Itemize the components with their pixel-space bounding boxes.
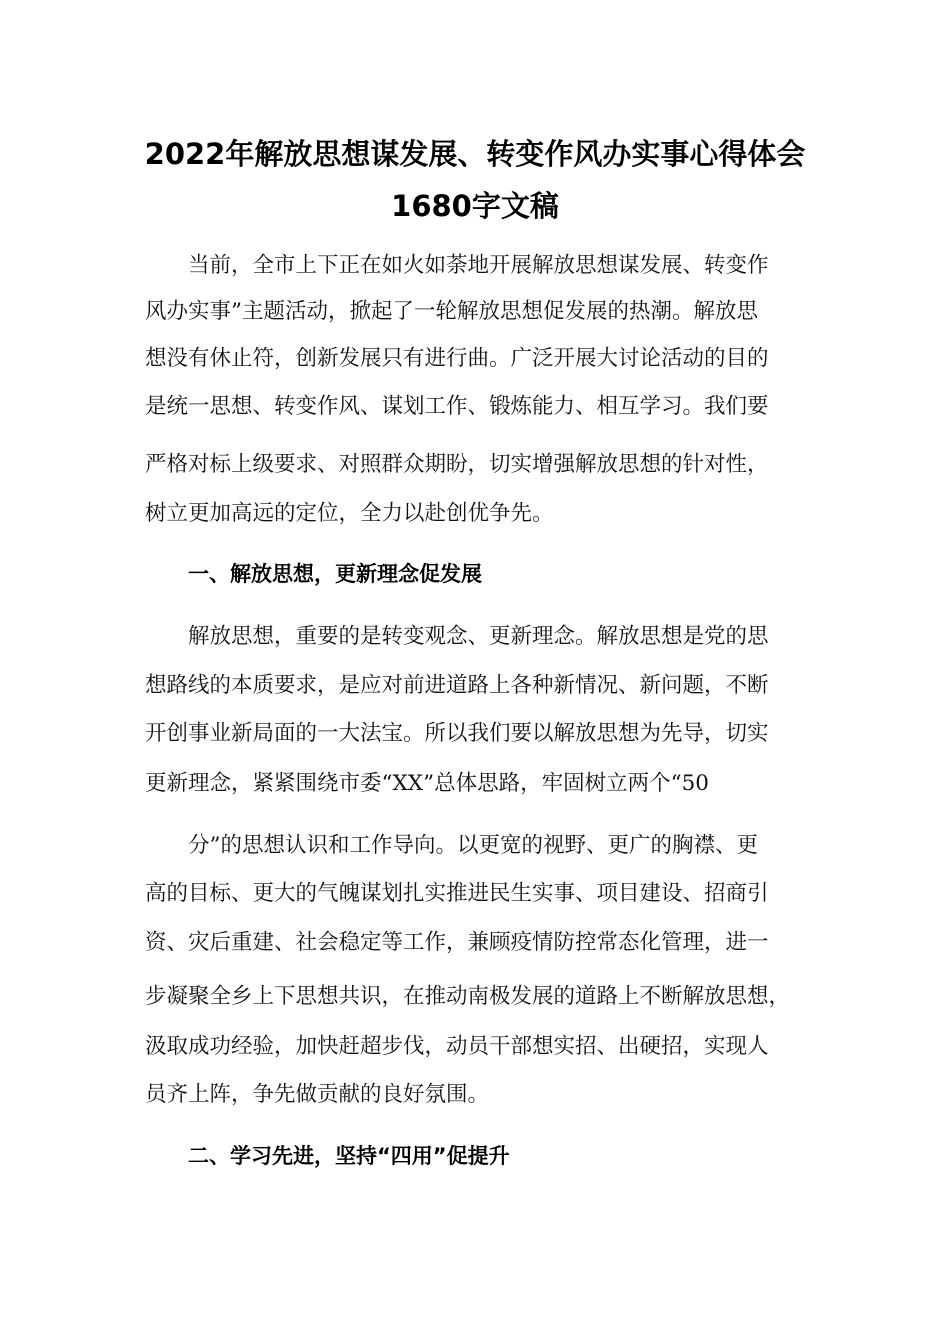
paragraph-1-line-3: 想没有休止符，创新发展只有进行曲。广泛开展大讨论活动的目的: [145, 346, 769, 371]
document-title-line-1: 2022年解放思想谋发展、转变作风办实事心得体会: [144, 137, 806, 171]
document-title-line-2: 1680字文稿: [391, 189, 559, 223]
paragraph-3-line-4: 步凝聚全乡上下思想共识，在推动南极发展的道路上不断解放思想，: [145, 984, 791, 1009]
section-heading-2: 二、学习先进，坚持“四用”促提升: [188, 1144, 510, 1168]
paragraph-2-line-2: 想路线的本质要求，是应对前进道路上各种新情况、新问题，不断: [145, 673, 769, 698]
paragraph-1-line-2: 风办实事”主题活动，掀起了一轮解放思想促发展的热潮。解放思: [145, 299, 758, 324]
paragraph-3-line-1: 分”的思想认识和工作导向。以更宽的视野、更广的胸襟、更: [188, 833, 758, 858]
paragraph-2-line-1: 解放思想，重要的是转变观念、更新理念。解放思想是党的思: [188, 624, 769, 649]
paragraph-3-line-3: 资、灾后重建、社会稳定等工作，兼顾疫情防控常态化管理，进一: [145, 930, 769, 955]
paragraph-1-line-4: 是统一思想、转变作风、谋划工作、锻炼能力、相互学习。我们要: [145, 394, 769, 419]
paragraph-2-line-3: 开创事业新局面的一大法宝。所以我们要以解放思想为先导，切实: [145, 721, 769, 746]
paragraph-3-line-5: 汲取成功经验，加快赶超步伐，动员干部想实招、出硬招，实现人: [145, 1034, 769, 1059]
section-heading-1: 一、解放思想，更新理念促发展: [188, 562, 482, 586]
paragraph-2-line-4: 更新理念，紧紧围绕市委“XX”总体思路，牢固树立两个“50: [145, 771, 709, 796]
paragraph-1-line-5: 严格对标上级要求、对照群众期盼，切实增强解放思想的针对性，: [145, 452, 769, 477]
paragraph-3-line-6: 员齐上阵，争先做贡献的良好氛围。: [145, 1082, 490, 1107]
paragraph-1-line-6: 树立更加高远的定位，全力以赴创优争先。: [145, 501, 554, 526]
paragraph-3-line-2: 高的目标、更大的气魄谋划扎实推进民生实事、项目建设、招商引: [145, 881, 769, 906]
paragraph-1-line-1: 当前，全市上下正在如火如荼地开展解放思想谋发展、转变作: [188, 253, 769, 278]
